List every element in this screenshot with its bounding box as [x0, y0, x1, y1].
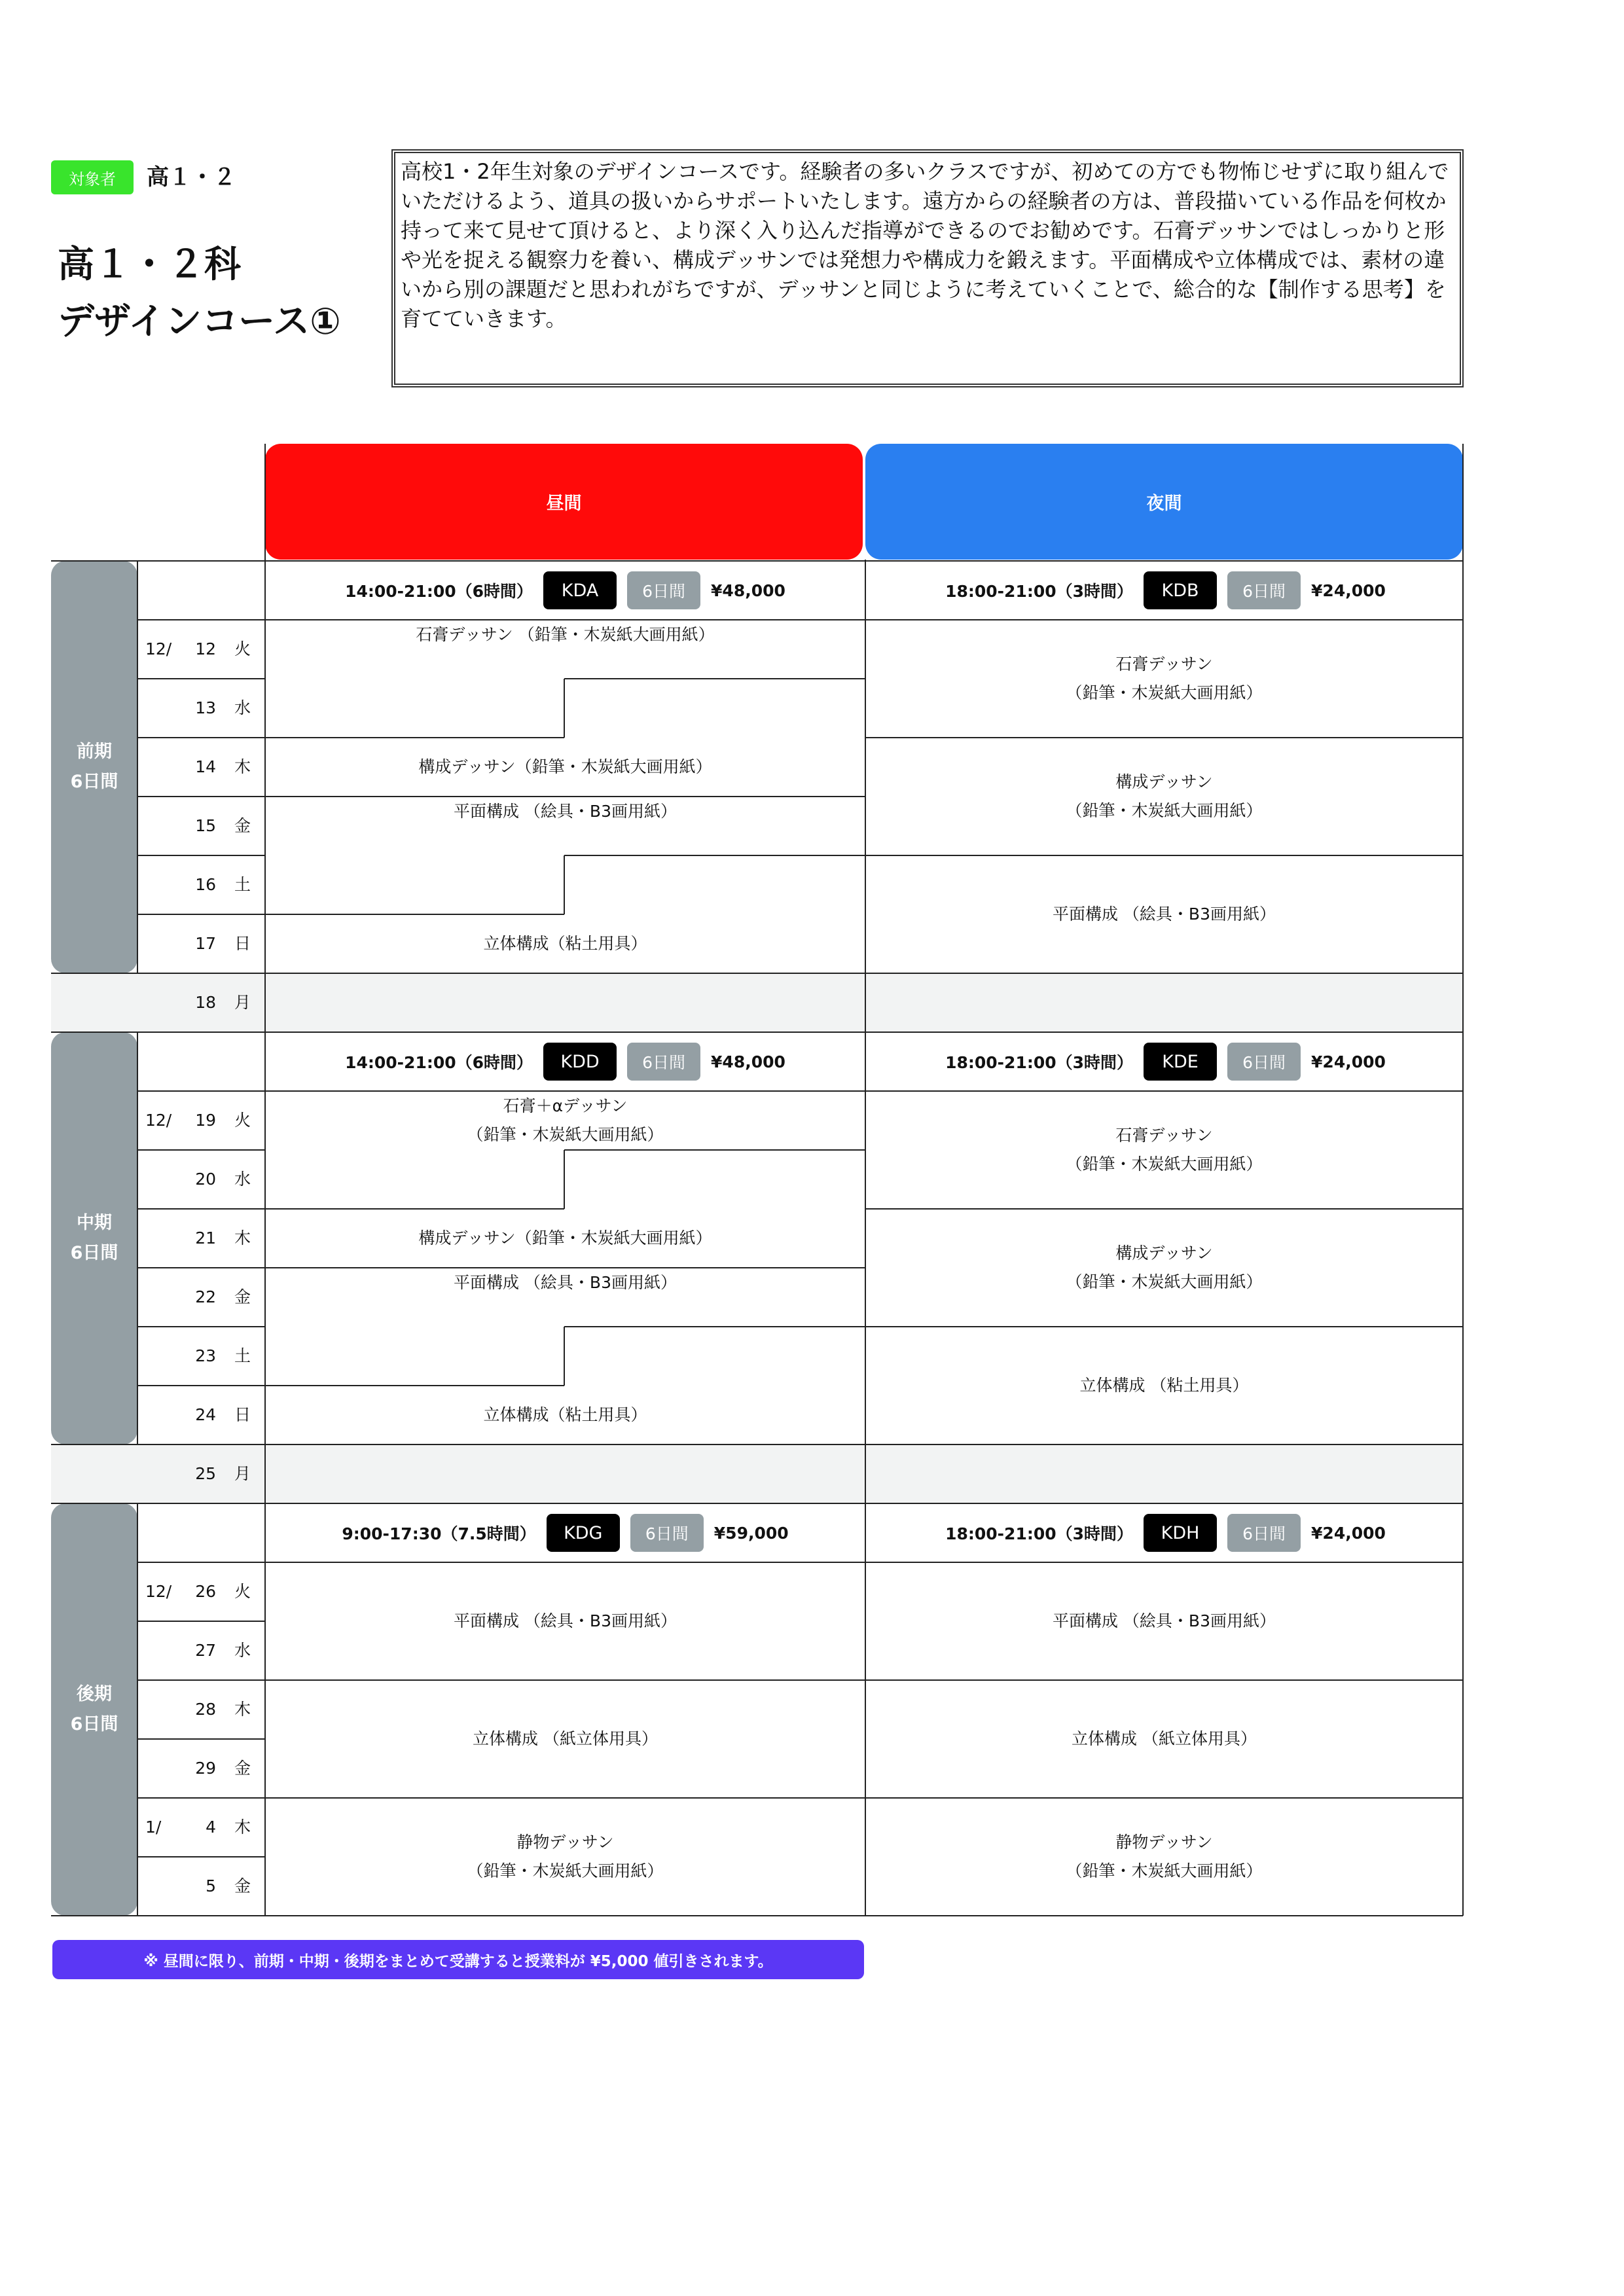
night-class-cell	[865, 1680, 1463, 1798]
night-class-cell	[865, 1209, 1463, 1327]
row-divider	[51, 1031, 1463, 1033]
day-course-info	[265, 561, 865, 620]
night-class-cell	[865, 855, 1463, 973]
column-divider	[137, 1032, 138, 1444]
date-weekday: 木	[234, 757, 251, 776]
course-code-badge: KDG	[547, 1514, 620, 1552]
row-divider	[564, 855, 865, 856]
row-divider	[51, 560, 1463, 562]
column-divider	[564, 1150, 565, 1209]
row-divider	[137, 1090, 1463, 1092]
row-divider	[137, 1856, 265, 1857]
course-time: 18:00-21:00（3時間）	[945, 1524, 1134, 1543]
day-column-header: 昼間	[265, 444, 863, 560]
row-divider	[51, 1915, 1463, 1916]
date-weekday: 土	[234, 875, 251, 894]
day-class-cell	[265, 1562, 865, 1680]
day-class-cell	[265, 797, 865, 826]
class-text-line: 石膏デッサン	[1115, 1126, 1213, 1145]
day-course-info	[265, 1503, 865, 1562]
column-divider	[865, 560, 866, 1916]
day-class-cell	[265, 1386, 865, 1444]
class-text-line: 平面構成 （絵具・B3画用紙）	[453, 801, 677, 821]
class-text-line: （鉛筆・木炭紙大画用紙）	[467, 1125, 664, 1144]
date-day: 19	[195, 1111, 216, 1130]
course-price: ¥48,000	[711, 581, 785, 600]
column-divider	[137, 1503, 138, 1916]
class-text-line: 立体構成 （紙立体用具）	[1072, 1729, 1257, 1748]
day-class-cell	[265, 1209, 865, 1268]
class-text-line: 平面構成 （絵具・B3画用紙）	[1052, 1611, 1276, 1630]
course-days-badge: 6日間	[630, 1514, 704, 1552]
row-divider	[137, 737, 265, 738]
row-divider	[137, 1562, 1463, 1563]
break-row	[51, 973, 1463, 1032]
class-text-line: 構成デッサン（鉛筆・木炭紙大画用紙）	[418, 757, 712, 776]
course-time: 14:00-21:00（6時間）	[345, 1053, 533, 1072]
row-divider	[137, 914, 265, 915]
date-day: 20	[195, 1170, 216, 1189]
course-price: ¥24,000	[1311, 1052, 1386, 1071]
row-divider	[137, 1385, 265, 1386]
date-weekday: 金	[234, 1287, 251, 1306]
row-divider	[137, 855, 265, 856]
course-time: 18:00-21:00（3時間）	[945, 1053, 1134, 1072]
period-name: 中期	[77, 1213, 112, 1233]
description-line: や光を捉える観察力を養い、構成デッサンでは発想力や構成力を鍛えます。平面構成や立体構成では、素材の違	[401, 247, 1445, 272]
date-day: 29	[195, 1759, 216, 1778]
class-text-line: 構成デッサン（鉛筆・木炭紙大画用紙）	[418, 1229, 712, 1247]
course-days-badge: 6日間	[627, 1043, 700, 1081]
column-divider	[1462, 444, 1464, 1916]
night-course-info	[865, 1503, 1466, 1562]
break-row	[51, 1444, 1463, 1503]
date-weekday: 日	[234, 1405, 251, 1424]
night-course-info	[865, 1032, 1466, 1091]
date-month: 12/	[145, 639, 172, 658]
date-day: 12	[195, 639, 216, 658]
course-code-badge: KDA	[543, 571, 617, 609]
class-text-line: 平面構成 （絵具・B3画用紙）	[453, 1272, 677, 1292]
night-class-cell	[865, 620, 1463, 738]
period-length: 6日間	[70, 1243, 118, 1263]
day-class-cell	[265, 1680, 865, 1798]
row-divider	[137, 619, 1463, 620]
date-day: 24	[195, 1405, 216, 1424]
row-divider	[137, 796, 265, 797]
class-text-line: （鉛筆・木炭紙大画用紙）	[467, 1861, 664, 1880]
period-length: 6日間	[70, 1714, 118, 1734]
class-text-line: 立体構成（粘土用具）	[483, 1405, 647, 1424]
date-day: 16	[195, 875, 216, 894]
class-text-line: 立体構成 （粘土用具）	[1079, 1376, 1249, 1395]
row-divider	[137, 1208, 265, 1210]
date-day: 5	[206, 1876, 216, 1895]
class-text-line: （鉛筆・木炭紙大画用紙）	[1066, 1155, 1263, 1174]
row-divider	[137, 1267, 265, 1268]
date-weekday: 水	[234, 1170, 251, 1189]
period-name: 後期	[77, 1684, 112, 1704]
class-text-line: 石膏デッサン （鉛筆・木炭紙大画用紙）	[416, 624, 715, 644]
date-weekday: 日	[234, 934, 251, 953]
date-day: 13	[195, 698, 216, 717]
date-month: 1/	[145, 1818, 162, 1837]
course-code-badge: KDH	[1144, 1514, 1217, 1552]
period-label	[51, 1503, 137, 1916]
column-divider	[564, 679, 565, 738]
date-month: 12/	[145, 1111, 172, 1130]
description-line: 持って来て見せて頂けると、より深く入り込んだ指導ができるのでお勧めです。石膏デッサンではしっかりと形	[401, 218, 1445, 243]
period-length: 6日間	[70, 772, 118, 792]
date-weekday: 金	[234, 816, 251, 835]
class-text-line: （鉛筆・木炭紙大画用紙）	[1066, 1272, 1263, 1291]
row-divider	[564, 1149, 865, 1151]
course-price: ¥59,000	[713, 1523, 789, 1543]
break-weekday: 月	[234, 993, 251, 1012]
date-weekday: 火	[234, 639, 251, 658]
course-price: ¥48,000	[711, 1052, 785, 1071]
target-badge: 対象者	[51, 160, 134, 194]
course-time: 18:00-21:00（3時間）	[945, 582, 1134, 601]
date-day: 4	[206, 1818, 216, 1837]
row-divider	[564, 1326, 865, 1327]
course-time: 14:00-21:00（6時間）	[345, 582, 533, 601]
course-days-badge: 6日間	[1227, 1043, 1301, 1081]
date-weekday: 土	[234, 1346, 251, 1365]
class-text-line: 石膏デッサン	[1115, 655, 1213, 673]
date-day: 26	[195, 1582, 216, 1601]
row-divider	[265, 737, 564, 738]
course-days-badge: 6日間	[1227, 571, 1301, 609]
date-weekday: 金	[234, 1759, 251, 1778]
period-name: 前期	[77, 742, 112, 762]
row-divider	[51, 973, 1463, 974]
description-line: いただけるよう、道具の扱いからサポートいたします。遠方からの経験者の方は、普段描いている作品を何枚か	[401, 188, 1447, 213]
date-weekday: 水	[234, 698, 251, 717]
target-value: 高１・２	[147, 164, 236, 190]
date-day: 27	[195, 1641, 216, 1660]
class-text-line: 静物デッサン	[516, 1833, 614, 1852]
day-class-cell	[265, 738, 865, 797]
column-divider	[564, 1327, 565, 1386]
date-weekday: 火	[234, 1111, 251, 1130]
row-divider	[137, 1326, 265, 1327]
class-text-line: 石膏＋αデッサン	[503, 1096, 628, 1115]
class-text-line: 立体構成 （紙立体用具）	[473, 1729, 658, 1748]
page-subtitle: デザインコース①	[58, 300, 341, 343]
day-class-cell	[265, 620, 865, 649]
date-day: 22	[195, 1287, 216, 1306]
date-day: 23	[195, 1346, 216, 1365]
row-divider	[265, 1385, 564, 1386]
column-divider	[564, 855, 565, 914]
date-day: 21	[195, 1229, 216, 1247]
course-code-badge: KDD	[543, 1043, 617, 1081]
row-divider	[137, 678, 265, 679]
class-text-line: 立体構成（粘土用具）	[483, 934, 647, 953]
class-text-line: （鉛筆・木炭紙大画用紙）	[1066, 801, 1263, 820]
course-time: 9:00-17:30（7.5時間）	[342, 1524, 536, 1543]
day-class-cell	[265, 1091, 865, 1150]
row-divider	[137, 1621, 265, 1622]
course-price: ¥24,000	[1311, 581, 1386, 600]
course-days-badge: 6日間	[627, 571, 700, 609]
description-line: 高校1・2年生対象のデザインコースです。経験者の多いクラスですが、初めての方でも物怖じせずに取り組んで	[401, 159, 1449, 184]
course-code-badge: KDE	[1144, 1043, 1217, 1081]
description-line: いから別の課題だと思われがちですが、デッサンと同じように考えていくことで、総合的な【制作する思考】を	[401, 277, 1446, 302]
date-day: 14	[195, 757, 216, 776]
page-title: 高１・２科	[58, 243, 241, 286]
date-day: 15	[195, 816, 216, 835]
date-day: 17	[195, 934, 216, 953]
column-divider	[264, 444, 266, 1916]
row-divider	[265, 796, 865, 797]
date-weekday: 水	[234, 1641, 251, 1660]
row-divider	[265, 1208, 564, 1210]
row-divider	[137, 1797, 265, 1799]
night-class-cell	[865, 738, 1463, 855]
period-label	[51, 561, 137, 973]
break-weekday: 月	[234, 1464, 251, 1483]
course-price: ¥24,000	[1311, 1523, 1386, 1543]
row-divider	[564, 678, 865, 679]
course-code-badge: KDB	[1144, 571, 1217, 609]
period-label	[51, 1032, 137, 1444]
row-divider	[265, 914, 564, 915]
day-class-cell	[265, 1268, 865, 1297]
day-class-cell	[265, 914, 865, 973]
row-divider	[137, 1679, 265, 1681]
class-text-line: 構成デッサン	[1115, 772, 1213, 791]
date-weekday: 木	[234, 1229, 251, 1247]
date-weekday: 木	[234, 1700, 251, 1719]
row-divider	[265, 1267, 865, 1268]
night-class-cell	[865, 1091, 1463, 1209]
class-text-line: （鉛筆・木炭紙大画用紙）	[1066, 683, 1263, 702]
row-divider	[137, 1149, 265, 1151]
row-divider	[51, 1503, 1463, 1504]
class-text-line: 平面構成 （絵具・B3画用紙）	[1052, 905, 1276, 924]
night-course-info	[865, 561, 1466, 620]
night-column-header: 夜間	[865, 444, 1463, 560]
night-class-cell	[865, 1327, 1463, 1444]
description-line: 育てていきます。	[401, 306, 567, 331]
class-text-line: 構成デッサン	[1115, 1244, 1213, 1263]
break-date: 18	[195, 993, 216, 1012]
date-month: 12/	[145, 1582, 172, 1601]
row-divider	[51, 1444, 1463, 1445]
class-text-line: 平面構成 （絵具・B3画用紙）	[453, 1611, 677, 1630]
class-text-line: 静物デッサン	[1115, 1833, 1213, 1852]
break-date: 25	[195, 1464, 216, 1483]
date-weekday: 金	[234, 1876, 251, 1895]
night-class-cell	[865, 1798, 1463, 1916]
date-weekday: 木	[234, 1818, 251, 1837]
date-weekday: 火	[234, 1582, 251, 1601]
class-text-line: （鉛筆・木炭紙大画用紙）	[1066, 1861, 1263, 1880]
date-day: 28	[195, 1700, 216, 1719]
row-divider	[137, 1738, 265, 1740]
column-divider	[137, 561, 138, 973]
night-class-cell	[865, 1562, 1463, 1680]
day-course-info	[265, 1032, 865, 1091]
course-days-badge: 6日間	[1227, 1514, 1301, 1552]
discount-note: ※ 昼間に限り、前期・中期・後期をまとめて受講すると授業料が ¥5,000 値引きされます。	[52, 1940, 864, 1979]
day-class-cell	[265, 1798, 865, 1916]
